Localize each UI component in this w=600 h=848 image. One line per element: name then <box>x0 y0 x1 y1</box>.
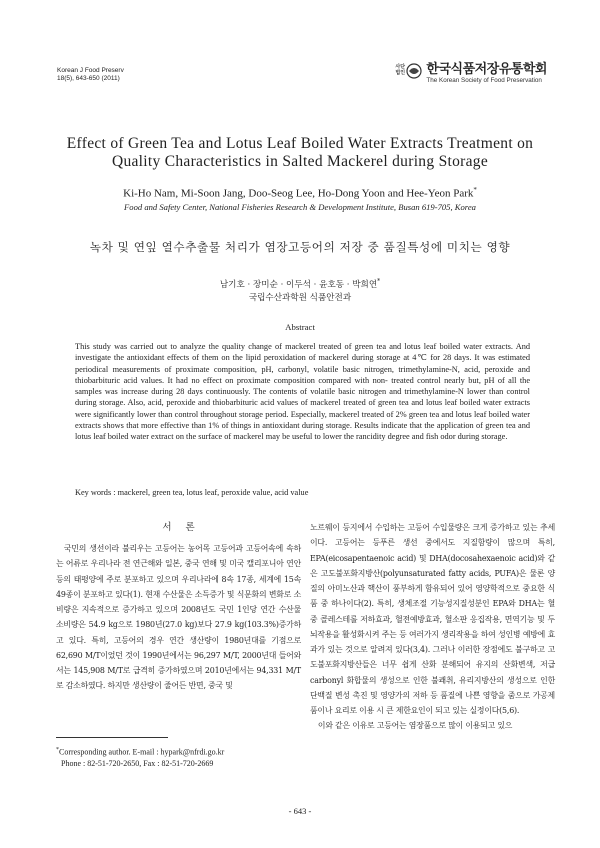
author-list <box>40 184 560 201</box>
page-header <box>57 63 547 93</box>
society-name-en: The Korean Society of Food Preservation <box>426 77 542 84</box>
journal-citation <box>57 67 124 83</box>
keywords <box>75 487 535 498</box>
korean-author-list <box>40 276 560 291</box>
korean-author-names: 남기호 · 장미순 · 이두석 · 윤호동 · 박희연 <box>219 279 378 290</box>
page-number: - 643 - <box>288 806 312 816</box>
title-line-1: Effect of Green Tea and Lotus Leaf Boiled Water Extracts Treatment on <box>66 135 534 152</box>
keywords-label: Key words : <box>75 488 116 497</box>
journal-name: Korean J Food Preserv <box>57 67 124 74</box>
title-line-2: Quality Characteristics in Salted Mackerel during Storage <box>111 153 489 170</box>
right-column <box>310 520 555 734</box>
footnote-rule <box>56 737 168 738</box>
korean-title: 녹차 및 연잎 열수추출물 처리가 염장고등어의 저장 중 품질특성에 미치는 영향 <box>89 240 511 254</box>
intro-paragraph-2: 노르웨이 등지에서 수입하는 고등어 수입물량은 크게 증가하고 있는 추세이다. 고등어는 등푸른 생선 중에서도 지질함량이 많으며 특히, EPA(eicosapentaenoic acid) 및 DHA(docosahexaenoic acid)와 같은 고도불포화지방산(polyunsaturated fatty acids, PUFA)은 물론 양질의 아미노산과 핵산이 풍부하게 함유되어 있어 영양학적으로 중요한 식품 중 하나이다(2). 특히, 생체조절 기능성지질성분인 EPA와 DHA는 혈중 콜레스테롤 저하효과, 혈전예방효과, 혈소판 응집작용, 면역기능 및 두뇌작용을 활성화시켜 주는 등 여러가지 생리작용을 하여 성인병 예방에 효과가 있는 것으로 알려져 있다(3,4). 그러나 이러한 장점에도 불구하고 고도불포화지방산들은 너무 쉽게 산화 분해되어 유지의 산화변색, 저급 carbonyl 화합물의 생성으로 인한 불쾌취, 유리지방산의 생성으로 인한 단백질 변성 촉진 및 영양가의 저하 등 품질에 나쁜 영향을 줌으로 가공제품이나 요리로 이용 시 큰 제한요인이 되고 있는 실정이다(5,6). <box>310 523 555 715</box>
intro-paragraph-3: 이와 같은 이유로 고등어는 염장품으로 많이 이용되고 있으 <box>317 721 513 731</box>
society-name-ko: 한국식품저장유통학회 <box>426 62 547 77</box>
left-column <box>56 520 301 694</box>
affiliation: Food and Safety Center, National Fisheries Research & Development Institute, Busan 619-705, Korea <box>124 202 476 212</box>
abstract-heading: Abstract <box>285 322 315 332</box>
korean-affiliation: 국립수산과학원 식품안전과 <box>248 293 352 303</box>
journal-volume: 18(5), 643-650 (2011) <box>57 75 120 82</box>
keywords-list: mackerel, green tea, lotus leaf, peroxide value, acid value <box>117 488 309 497</box>
society-emblem <box>393 63 423 81</box>
corresponding-mark: * <box>473 186 477 194</box>
corresponding-phone: Phone : 82-51-720-2650, Fax : 82-51-720-2669 <box>61 758 214 768</box>
section-heading-introduction: 서론 <box>162 522 209 533</box>
korean-corresponding-mark: * <box>377 278 381 285</box>
intro-paragraph-1: 국민의 생선이라 불리우는 고등어는 농어목 고등어과 고등어속에 속하는 어류로 우리나라 전 연근해와 일본, 중국 연해 및 미국 캘리포니아 연안 등의 태평양에 주로 분포하고 있으며 우리나라에 8속 17종, 세계에 15속 49종이 분포하고 있다(1). 현재 수산물은 소득증가 및 식문화의 변화로 소비량은 지속적으로 증가하고 있으며 2008년도 국민 1인당 연간 수산물 소비량은 54.9 kg으로 1980년(27.0 kg)보다 27.9 kg(103.3%)증가하고 있다. 특히, 고등어의 경우 연간 생산량이 1980년대를 기점으로 62,690 M/T이었던 것이 1990년에서는 96,297 M/T, 2000년대 들어와서는 145,908 M/T로 급격히 증가하였으며 2010년에서는 94,331 M/T로 감소하였다. 하지만 생산량이 줄어든 반면, 중국 및 <box>56 544 301 691</box>
society-logo <box>393 63 547 85</box>
author-names: Ki-Ho Nam, Mi-Soon Jang, Doo-Seog Lee, Ho-Dong Yoon and Hee-Yeon Park <box>123 187 474 200</box>
corresponding-email: Corresponding author. E-mail : hypark@nfrdi.go.kr <box>59 747 225 757</box>
footnote <box>56 745 301 769</box>
logo-tiny-text: 사단법인 <box>395 64 406 76</box>
footnote-mark: * <box>56 747 59 753</box>
abstract-body: This study was carried out to analyze the quality change of mackerel treated of green tea and lotus leaf boiled water extracts. And investigate the antioxidant effects of them on the lipid peroxidation of mackerel during storage at 4℃ for 28 days. It was estimated periodical measurements of proximate composition, pH, carbonyl, volatile basic nitrogen, trimethylamine-N, acid, peroxide and thiobarbituric acid values. It had no effect on proximate composition compared with non- treated control nearly but, pH of all the samples was increase during 28 days continuously. The contents of volatile basic nitrogen and trimethylamine-N lower than control during storage. Also, acid, peroxide and thiobarbituric acid values of mackerel treated of green tea and lotus leaf boiled water extracts were significantly lower than control throughout storage period. Especially, mackerel treated of 2% green tea and lotus leaf boiled water extracts shows that more effective than 1% of things in antioxidant during storage. Results indicate that the application of green tea and lotus leaf boiled water extract on the surface of mackerel may be useful to lower the rancidity degree and fish odor during storage. <box>75 342 530 442</box>
emblem-icon <box>406 63 422 79</box>
paper-title <box>40 135 560 171</box>
